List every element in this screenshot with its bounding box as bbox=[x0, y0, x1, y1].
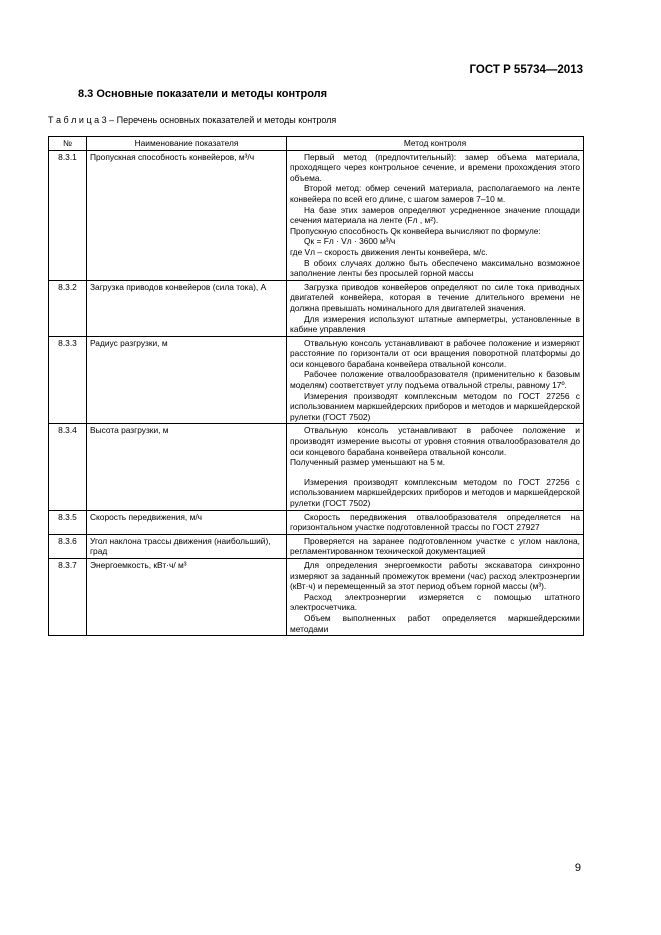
table-row bbox=[49, 510, 584, 534]
method-paragraph: Скорость передвижения отвалообразователя определяется на горизонтальном участке подготовленной трассы по ГОСТ 27927 bbox=[290, 511, 580, 533]
table-caption: Т а б л и ц а 3 – Перечень основных показателей и методы контроля bbox=[48, 115, 337, 125]
method-paragraph: Отвальную консоль устанавливают в рабочее положение и измеряют расстояние по горизонтали от оси вращения поворотной платформы до оси концевого барабана конвейера отвальной консоли. bbox=[290, 337, 580, 369]
method-paragraph: На базе этих замеров определяют усредненное значение площади сечения материала на ленте (Fл , м²). bbox=[290, 204, 580, 226]
table-row bbox=[49, 336, 584, 424]
method-paragraph: Полученный размер уменьшают на 5 м. bbox=[290, 457, 446, 468]
formula-legend: где Vл – скорость движения ленты конвейера, м/с. bbox=[290, 246, 488, 257]
row-number: 8.3.6 bbox=[49, 534, 87, 558]
indicator-name: Пропускная способность конвейеров, м³/ч bbox=[87, 150, 287, 280]
method-paragraph: Пропускную способность Qк конвейера вычисляют по формуле: bbox=[290, 225, 541, 236]
row-number: 8.3.1 bbox=[49, 150, 87, 280]
method-paragraph: Проверяется на заранее подготовленном участке с углом наклона, регламентированном технической документацией bbox=[290, 535, 580, 557]
page-number: 9 bbox=[574, 862, 581, 874]
control-method bbox=[287, 534, 584, 558]
table-row bbox=[49, 558, 584, 635]
method-paragraph: Второй метод: обмер сечений материала, располагаемого на ленте конвейера по всей его длине, с шагом замеров 7–10 м. bbox=[290, 183, 580, 204]
indicator-name: Загрузка приводов конвейеров (сила тока), А bbox=[87, 280, 287, 336]
column-header-indicator: Наименование показателя bbox=[87, 137, 287, 151]
indicator-name: Угол наклона трассы движения (наибольший), град bbox=[87, 534, 287, 558]
row-number: 8.3.7 bbox=[49, 558, 87, 635]
column-header-method: Метод контроля bbox=[287, 137, 584, 151]
indicators-table bbox=[48, 136, 584, 636]
method-paragraph: Рабочее положение отвалообразователя (применительно к базовым моделям) соответствует углу подъема отвальной стрелы, равному 17º. bbox=[290, 369, 580, 391]
method-paragraph: Измерения производят комплексным методом по ГОСТ 27256 с использованием маркшейдерских приборов и методов и маркшейдерской рулетки (ГОСТ 7502) bbox=[290, 476, 580, 508]
table-row bbox=[49, 280, 584, 336]
method-paragraph: Первый метод (предпочтительный): замер объема материала, проходящего через контрольное сечение, и времени прохождения этого объема. bbox=[290, 151, 580, 183]
method-paragraph: Отвальную консоль устанавливают в рабочее положение и производят измерение высоты от уровня стояния отвалообразователя до оси концевого барабана конвейера отвальной консоли. bbox=[290, 425, 580, 457]
indicator-name: Энергоемкость, кВт·ч/ м³ bbox=[87, 558, 287, 635]
indicator-name: Радиус разгрузки, м bbox=[87, 336, 287, 424]
row-number: 8.3.3 bbox=[49, 336, 87, 424]
indicator-name: Скорость передвижения, м/ч bbox=[87, 510, 287, 534]
control-method bbox=[287, 424, 584, 510]
table-header-row bbox=[49, 137, 584, 151]
row-number: 8.3.5 bbox=[49, 510, 87, 534]
method-paragraph: В обоих случаях должно быть обеспечено максимально возможное заполнение ленты без просылей горной массы bbox=[290, 257, 580, 279]
method-paragraph: Измерения производят комплексным методом по ГОСТ 27256 с использованием маркшейдерских приборов и методов и маркшейдерской рулетки (ГОСТ 7502) bbox=[290, 390, 580, 422]
method-paragraph: Загрузка приводов конвейеров определяют по силе тока приводных двигателей конвейера, которая в течение длительного времени не должна превышать номинального для двигателей значения. bbox=[290, 281, 580, 313]
column-header-number: № bbox=[49, 137, 87, 151]
indicator-name: Высота разгрузки, м bbox=[87, 424, 287, 510]
control-method bbox=[287, 558, 584, 635]
control-method bbox=[287, 150, 584, 280]
method-paragraph: Объем выполненных работ определяется маркшейдерскими методами bbox=[290, 612, 580, 634]
method-paragraph: Для определения энергоемкости работы экскаватора синхронно измеряют за заданный промежуток времени (час) расход электроэнергии (кВт·ч) и перемещенный за этот период объем горной массы (м³). bbox=[290, 559, 580, 592]
document-code: ГОСТ Р 55734—2013 bbox=[469, 64, 583, 76]
section-title: 8.3 Основные показатели и методы контроля bbox=[78, 88, 328, 100]
control-method bbox=[287, 510, 584, 534]
control-method bbox=[287, 280, 584, 336]
control-method bbox=[287, 336, 584, 424]
formula: Qк = Fл · Vл · 3600 м³/ч bbox=[304, 236, 396, 247]
table-row bbox=[49, 424, 584, 510]
table-row bbox=[49, 150, 584, 280]
table-row bbox=[49, 534, 584, 558]
row-number: 8.3.4 bbox=[49, 424, 87, 510]
row-number: 8.3.2 bbox=[49, 280, 87, 336]
method-paragraph: Расход электроэнергии измеряется с помощью штатного электросчетчика. bbox=[290, 591, 580, 613]
method-paragraph: Для измерения используют штатные амперметры, установленные в кабине управления bbox=[290, 313, 580, 335]
